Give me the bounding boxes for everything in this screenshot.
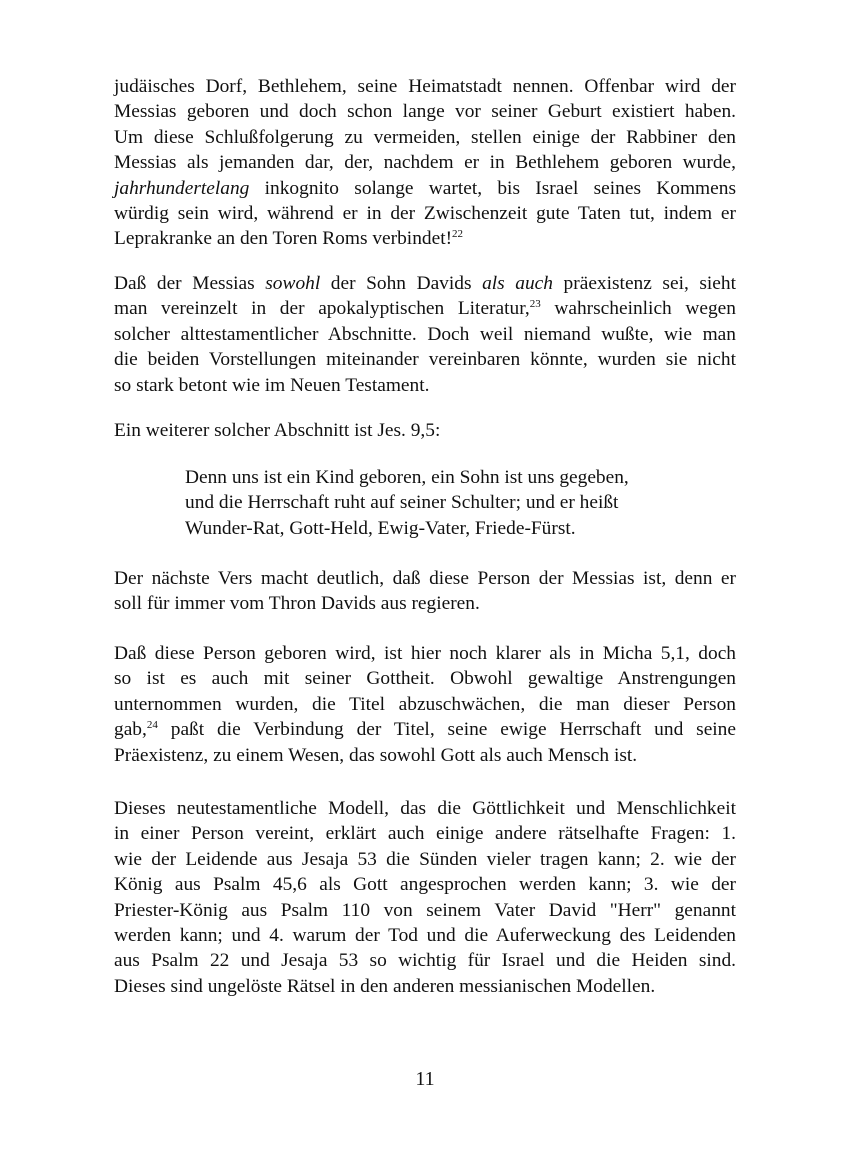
- text-run: gab,: [114, 719, 147, 741]
- text-run: König aus Psalm 45,6 als Gott angesprochen werden kann; 3. wie der: [114, 874, 736, 896]
- text-run: Denn uns ist ein Kind geboren, ein Sohn ist uns gegeben,: [185, 467, 629, 488]
- footnote-ref: 24: [146, 719, 158, 732]
- text-line: [185, 465, 705, 490]
- text-line: [114, 373, 736, 398]
- text-run: soll für immer vom Thron Davids aus regieren.: [114, 593, 480, 615]
- text-line: [114, 872, 736, 897]
- text-run: Präexistenz, zu einem Wesen, das sowohl Gott als auch Mensch ist.: [114, 744, 638, 766]
- text-run: aus Psalm 22 und Jesaja 53 so wichtig für Israel und die Heiden sind.: [114, 950, 736, 972]
- paragraph: [114, 566, 736, 617]
- footnote-ref: 22: [452, 228, 464, 241]
- text-run: Priester-König aus Psalm 110 von seinem Vater David "Herr" genannt: [114, 899, 736, 921]
- paragraph: [114, 796, 736, 999]
- text-run: inkognito solange wartet, bis Israel seines Kommens: [249, 177, 736, 199]
- text-line: [114, 226, 736, 251]
- text-line: [114, 347, 736, 372]
- page-number: 11: [415, 1068, 435, 1090]
- emphasis: sowohl: [265, 273, 321, 294]
- text-run: judäisches Dorf, Bethlehem, seine Heimatstadt nennen. Offenbar wird der: [114, 76, 736, 97]
- emphasis: als auch: [482, 273, 553, 294]
- text-line: [114, 176, 736, 201]
- text-line: [114, 666, 736, 691]
- text-line: [114, 150, 736, 175]
- text-line: [114, 898, 736, 923]
- text-line: [114, 743, 736, 768]
- text-run: unternommen wurden, die Titel abzuschwächen, die man dieser Person: [114, 693, 736, 715]
- text-line: [114, 796, 736, 821]
- text-run: der Sohn Davids: [320, 273, 483, 294]
- text-run: in einer Person vereint, erklärt auch einige andere rätselhafte Fragen: 1.: [114, 823, 736, 845]
- text-line: [114, 566, 736, 591]
- text-run: Daß der Messias: [114, 273, 266, 294]
- text-run: wahrscheinlich wegen: [540, 298, 736, 320]
- text-run: paßt die Verbindung der Titel, seine ewige Herrschaft und seine: [157, 719, 736, 741]
- text-run: Dieses sind ungelöste Rätsel in den anderen messianischen Modellen.: [114, 975, 656, 997]
- text-run: Daß diese Person geboren wird, ist hier noch klarer als in Micha 5,1, doch: [114, 643, 736, 664]
- text-line: [114, 271, 736, 296]
- text-run: so ist es auch mit seiner Gottheit. Obwohl gewaltige Anstrengungen: [114, 668, 736, 690]
- paragraph: [114, 271, 736, 398]
- text-run: Der nächste Vers macht deutlich, daß diese Person der Messias ist, denn er: [114, 568, 736, 589]
- paragraph: [114, 74, 736, 252]
- text-line: [114, 418, 736, 443]
- text-run: werden kann; und 4. warum der Tod und die Auferweckung des Leidenden: [114, 925, 736, 947]
- paragraph: [114, 418, 736, 443]
- text-line: [114, 591, 736, 616]
- text-line: [185, 490, 705, 515]
- footnote-ref: 23: [529, 298, 541, 311]
- text-line: [114, 322, 736, 347]
- text-line: [114, 948, 736, 973]
- text-line: [114, 296, 736, 321]
- text-run: Um diese Schlußfolgerung zu vermeiden, stellen einige der Rabbiner den: [114, 126, 736, 148]
- block-quote: [185, 465, 705, 541]
- text-run: man vereinzelt in der apokalyptischen Literatur,: [114, 298, 530, 320]
- text-run: die beiden Vorstellungen miteinander vereinbaren könnte, wurden sie nicht: [114, 349, 736, 371]
- text-line: [114, 125, 736, 150]
- text-run: Messias geboren und doch schon lange vor seiner Geburt existiert haben.: [114, 101, 736, 123]
- text-run: Wunder-Rat, Gott-Held, Ewig-Vater, Friede-Fürst.: [185, 517, 576, 539]
- paragraph: [114, 641, 736, 768]
- text-line: [114, 692, 736, 717]
- text-line: [114, 74, 736, 99]
- text-line: [114, 99, 736, 124]
- text-run: Messias als jemanden dar, der, nachdem er in Bethlehem geboren wurde,: [114, 152, 736, 174]
- text-run: wie der Leidende aus Jesaja 53 die Sünden vieler tragen kann; 2. wie der: [114, 848, 736, 870]
- text-run: und die Herrschaft ruht auf seiner Schulter; und er heißt: [185, 492, 619, 514]
- text-run: präexistenz sei, sieht: [552, 273, 737, 294]
- text-line: [185, 516, 705, 541]
- text-run: Ein weiterer solcher Abschnitt ist Jes. 9,5:: [114, 420, 441, 441]
- text-run: Leprakranke an den Toren Roms verbindet!: [114, 228, 453, 250]
- text-run: würdig sein wird, während er in der Zwischenzeit gute Taten tut, indem er: [114, 203, 736, 225]
- text-line: [114, 717, 736, 742]
- text-line: [114, 847, 736, 872]
- text-line: [114, 201, 736, 226]
- emphasis: jahrhundertelang: [114, 177, 250, 199]
- text-line: [114, 923, 736, 948]
- text-run: solcher alttestamentlicher Abschnitte. Doch weil niemand wußte, wie man: [114, 323, 736, 345]
- text-run: Dieses neutestamentliche Modell, das die Göttlichkeit und Menschlichkeit: [114, 798, 736, 819]
- text-line: [114, 641, 736, 666]
- text-line: [114, 821, 736, 846]
- text-line: [114, 974, 736, 999]
- text-run: so stark betont wie im Neuen Testament.: [114, 374, 430, 396]
